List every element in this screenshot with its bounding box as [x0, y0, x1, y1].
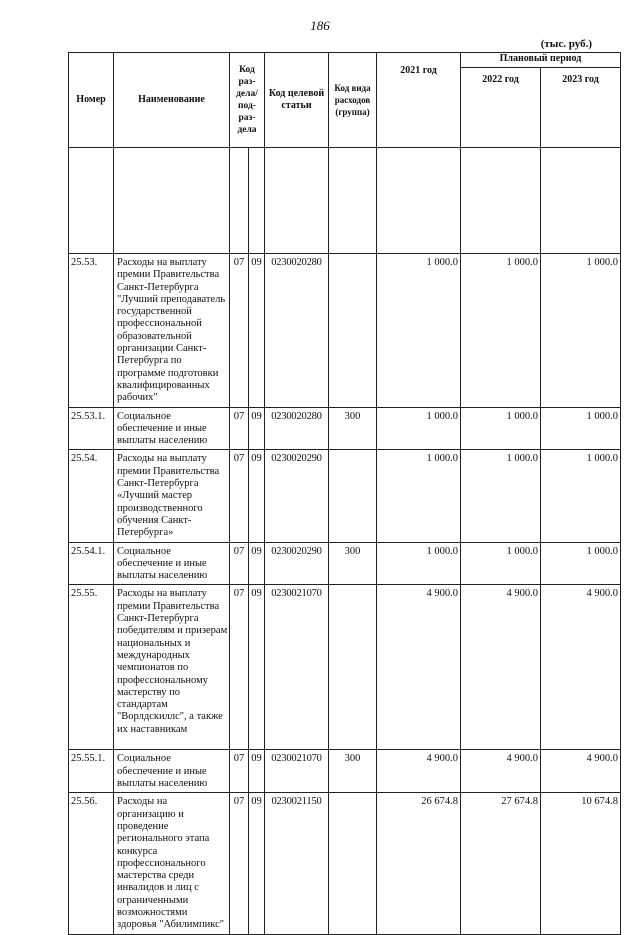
row-section: 07 [230, 407, 249, 450]
row-2022: 1 000.0 [461, 542, 541, 585]
row-name: Расходы на организацию и проведение регионального этапа конкурса профессионального мастерства среди инвалидов и лиц с ограниченными возможностями здоровья "Абилимпикс" [114, 793, 230, 934]
row-2021: 4 900.0 [377, 750, 461, 793]
row-2021: 1 000.0 [377, 450, 461, 542]
header-section: Код раз-дела/ под-раз-дела [230, 53, 265, 148]
row-section: 07 [230, 585, 249, 750]
table-row [69, 585, 621, 750]
header-2022: 2022 год [461, 68, 541, 148]
row-target: 0230020290 [265, 542, 329, 585]
row-subsection: 09 [249, 585, 265, 750]
row-2022: 4 900.0 [461, 750, 541, 793]
header-name: Наименование [114, 53, 230, 148]
table-row [69, 542, 621, 585]
row-subsection: 09 [249, 407, 265, 450]
table-row [69, 450, 621, 542]
row-2022: 27 674.8 [461, 793, 541, 934]
table-row [69, 793, 621, 934]
row-number: 25.54. [69, 450, 114, 542]
row-subsection: 09 [249, 750, 265, 793]
spacer-row [69, 148, 621, 254]
row-expense [329, 254, 377, 408]
row-target: 0230020280 [265, 407, 329, 450]
row-2022: 1 000.0 [461, 254, 541, 408]
row-expense [329, 450, 377, 542]
row-2023: 1 000.0 [541, 254, 621, 408]
row-2021: 4 900.0 [377, 585, 461, 750]
row-expense: 300 [329, 750, 377, 793]
row-2023: 1 000.0 [541, 450, 621, 542]
row-section: 07 [230, 254, 249, 408]
row-expense: 300 [329, 407, 377, 450]
row-2022: 1 000.0 [461, 407, 541, 450]
row-name: Социальное обеспечение и иные выплаты населению [114, 750, 230, 793]
table-row [69, 750, 621, 793]
row-expense: 300 [329, 542, 377, 585]
budget-table [68, 52, 621, 935]
row-name: Расходы на выплату премии Правительства Санкт-Петербурга победителям и призерам национальных и международных чемпионатов по профессиональному мастерству по стандартам "Ворлдскиллс", а также их наставникам [114, 585, 230, 750]
row-2023: 4 900.0 [541, 750, 621, 793]
row-subsection: 09 [249, 450, 265, 542]
page-number: 186 [310, 18, 330, 33]
row-target: 0230021150 [265, 793, 329, 934]
row-section: 07 [230, 542, 249, 585]
row-name: Социальное обеспечение и иные выплаты населению [114, 542, 230, 585]
row-name: Социальное обеспечение и иные выплаты населению [114, 407, 230, 450]
row-target: 0230020280 [265, 254, 329, 408]
header-number: Номер [69, 53, 114, 148]
header-2021: 2021 год [377, 53, 461, 148]
row-number: 25.55. [69, 585, 114, 750]
row-target: 0230020290 [265, 450, 329, 542]
row-expense [329, 585, 377, 750]
row-expense [329, 793, 377, 934]
table-row [69, 254, 621, 408]
header-expense: Код вида расходов (группа) [329, 53, 377, 148]
header-planned: Плановый период [461, 53, 621, 68]
units-label: (тыс. руб.) [540, 38, 592, 50]
row-number: 25.53. [69, 254, 114, 408]
row-name: Расходы на выплату премии Правительства Санкт-Петербурга "Лучший преподаватель государственной профессиональной образовательной организации Санкт-Петербурга по программе подготовки квалифицированных рабочих" [114, 254, 230, 408]
row-number: 25.53.1. [69, 407, 114, 450]
row-2023: 1 000.0 [541, 542, 621, 585]
row-number: 25.54.1. [69, 542, 114, 585]
row-section: 07 [230, 793, 249, 934]
table-row [69, 407, 621, 450]
row-2023: 1 000.0 [541, 407, 621, 450]
row-number: 25.55.1. [69, 750, 114, 793]
row-2021: 1 000.0 [377, 254, 461, 408]
row-2023: 10 674.8 [541, 793, 621, 934]
row-name: Расходы на выплату премии Правительства Санкт-Петербурга «Лучший мастер производственного обучения Санкт-Петербурга» [114, 450, 230, 542]
row-target: 0230021070 [265, 585, 329, 750]
row-subsection: 09 [249, 254, 265, 408]
header-target: Код целевой статьи [265, 53, 329, 148]
header-2023: 2023 год [541, 68, 621, 148]
row-2021: 1 000.0 [377, 407, 461, 450]
row-target: 0230021070 [265, 750, 329, 793]
row-2023: 4 900.0 [541, 585, 621, 750]
row-2022: 4 900.0 [461, 585, 541, 750]
row-2022: 1 000.0 [461, 450, 541, 542]
row-subsection: 09 [249, 793, 265, 934]
row-subsection: 09 [249, 542, 265, 585]
row-2021: 26 674.8 [377, 793, 461, 934]
row-section: 07 [230, 750, 249, 793]
row-2021: 1 000.0 [377, 542, 461, 585]
row-number: 25.56. [69, 793, 114, 934]
row-section: 07 [230, 450, 249, 542]
